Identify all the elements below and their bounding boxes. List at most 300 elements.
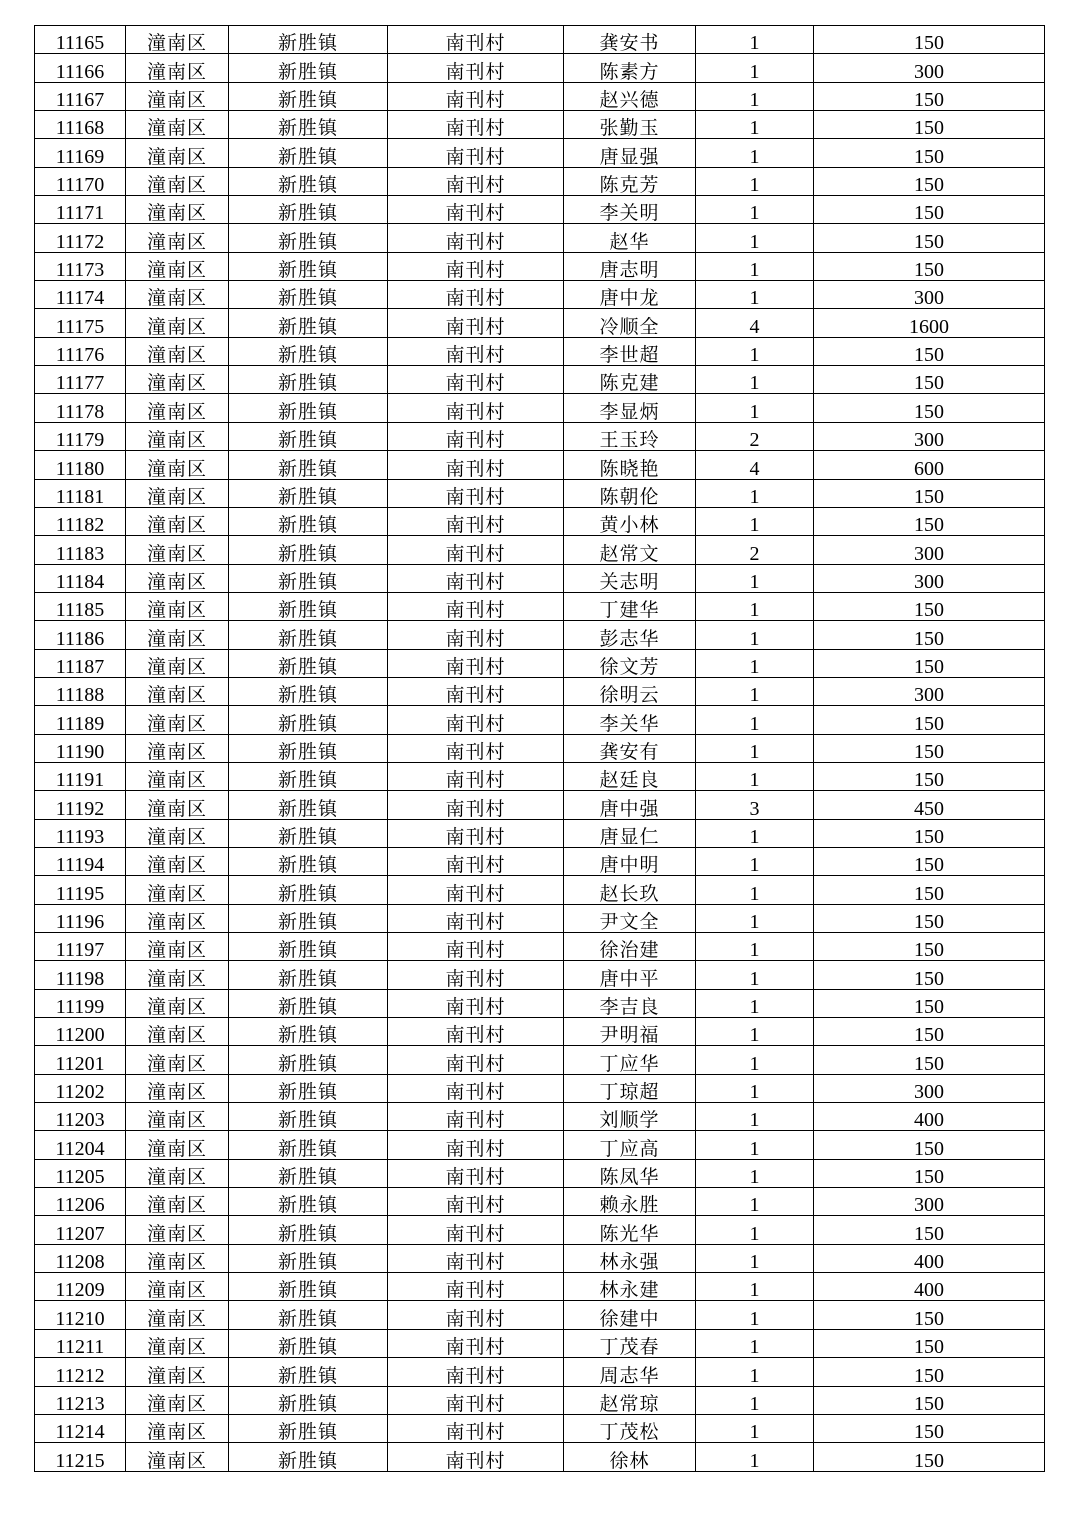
town-cell: 新胜镇 — [229, 1329, 388, 1357]
town-cell: 新胜镇 — [229, 196, 388, 224]
village-cell: 南刊村 — [388, 1159, 564, 1187]
amount-cell: 400 — [814, 1103, 1045, 1131]
amount-cell: 150 — [814, 479, 1045, 507]
town-cell: 新胜镇 — [229, 1358, 388, 1386]
district-cell: 潼南区 — [126, 337, 229, 365]
village-cell: 南刊村 — [388, 791, 564, 819]
amount-cell: 150 — [814, 26, 1045, 54]
town-cell: 新胜镇 — [229, 422, 388, 450]
village-cell: 南刊村 — [388, 337, 564, 365]
record-number-cell: 11175 — [35, 309, 126, 337]
count-cell: 1 — [696, 1159, 814, 1187]
amount-cell: 300 — [814, 54, 1045, 82]
town-cell: 新胜镇 — [229, 1386, 388, 1414]
amount-cell: 300 — [814, 677, 1045, 705]
person-name-cell: 刘顺学 — [564, 1103, 696, 1131]
count-cell: 1 — [696, 394, 814, 422]
person-name-cell: 唐显强 — [564, 139, 696, 167]
count-cell: 4 — [696, 451, 814, 479]
district-cell: 潼南区 — [126, 82, 229, 110]
amount-cell: 150 — [814, 167, 1045, 195]
district-cell: 潼南区 — [126, 621, 229, 649]
person-name-cell: 张勤玉 — [564, 111, 696, 139]
person-name-cell: 丁建华 — [564, 592, 696, 620]
amount-cell: 150 — [814, 1386, 1045, 1414]
amount-cell: 150 — [814, 592, 1045, 620]
table-row — [35, 337, 1045, 365]
record-number-cell: 11211 — [35, 1329, 126, 1357]
amount-cell: 150 — [814, 989, 1045, 1017]
village-cell: 南刊村 — [388, 819, 564, 847]
town-cell: 新胜镇 — [229, 762, 388, 790]
count-cell: 1 — [696, 54, 814, 82]
amount-cell: 150 — [814, 82, 1045, 110]
count-cell: 1 — [696, 762, 814, 790]
village-cell: 南刊村 — [388, 281, 564, 309]
count-cell: 2 — [696, 422, 814, 450]
record-number-cell: 11204 — [35, 1131, 126, 1159]
count-cell: 1 — [696, 337, 814, 365]
count-cell: 1 — [696, 649, 814, 677]
person-name-cell: 徐明云 — [564, 677, 696, 705]
count-cell: 1 — [696, 26, 814, 54]
record-number-cell: 11181 — [35, 479, 126, 507]
village-cell: 南刊村 — [388, 734, 564, 762]
village-cell: 南刊村 — [388, 167, 564, 195]
record-number-cell: 11168 — [35, 111, 126, 139]
village-cell: 南刊村 — [388, 111, 564, 139]
table-row — [35, 1414, 1045, 1442]
town-cell: 新胜镇 — [229, 26, 388, 54]
town-cell: 新胜镇 — [229, 904, 388, 932]
table-row — [35, 422, 1045, 450]
table-row — [35, 989, 1045, 1017]
town-cell: 新胜镇 — [229, 1074, 388, 1102]
amount-cell: 450 — [814, 791, 1045, 819]
amount-cell: 150 — [814, 961, 1045, 989]
count-cell: 1 — [696, 961, 814, 989]
amount-cell: 300 — [814, 536, 1045, 564]
count-cell: 1 — [696, 1329, 814, 1357]
district-cell: 潼南区 — [126, 961, 229, 989]
amount-cell: 150 — [814, 904, 1045, 932]
village-cell: 南刊村 — [388, 451, 564, 479]
record-number-cell: 11176 — [35, 337, 126, 365]
person-name-cell: 徐建中 — [564, 1301, 696, 1329]
record-number-cell: 11199 — [35, 989, 126, 1017]
amount-cell: 150 — [814, 706, 1045, 734]
record-number-cell: 11171 — [35, 196, 126, 224]
record-number-cell: 11194 — [35, 847, 126, 875]
table-row — [35, 1301, 1045, 1329]
town-cell: 新胜镇 — [229, 1273, 388, 1301]
count-cell: 1 — [696, 224, 814, 252]
count-cell: 1 — [696, 876, 814, 904]
village-cell: 南刊村 — [388, 366, 564, 394]
district-cell: 潼南区 — [126, 1386, 229, 1414]
table-row — [35, 366, 1045, 394]
amount-cell: 150 — [814, 1159, 1045, 1187]
district-cell: 潼南区 — [126, 1188, 229, 1216]
amount-cell: 150 — [814, 1046, 1045, 1074]
record-number-cell: 11184 — [35, 564, 126, 592]
table-row — [35, 1159, 1045, 1187]
village-cell: 南刊村 — [388, 1216, 564, 1244]
district-cell: 潼南区 — [126, 791, 229, 819]
amount-cell: 150 — [814, 507, 1045, 535]
count-cell: 1 — [696, 1273, 814, 1301]
person-name-cell: 丁茂春 — [564, 1329, 696, 1357]
table-row — [35, 1131, 1045, 1159]
amount-cell: 150 — [814, 621, 1045, 649]
town-cell: 新胜镇 — [229, 1046, 388, 1074]
roster-table — [34, 25, 1045, 1472]
district-cell: 潼南区 — [126, 1046, 229, 1074]
district-cell: 潼南区 — [126, 1329, 229, 1357]
person-name-cell: 陈克芳 — [564, 167, 696, 195]
district-cell: 潼南区 — [126, 394, 229, 422]
table-row — [35, 536, 1045, 564]
district-cell: 潼南区 — [126, 54, 229, 82]
person-name-cell: 李关明 — [564, 196, 696, 224]
count-cell: 1 — [696, 677, 814, 705]
town-cell: 新胜镇 — [229, 706, 388, 734]
amount-cell: 300 — [814, 564, 1045, 592]
person-name-cell: 赵兴德 — [564, 82, 696, 110]
record-number-cell: 11177 — [35, 366, 126, 394]
person-name-cell: 李吉良 — [564, 989, 696, 1017]
record-number-cell: 11183 — [35, 536, 126, 564]
village-cell: 南刊村 — [388, 621, 564, 649]
count-cell: 1 — [696, 1301, 814, 1329]
town-cell: 新胜镇 — [229, 649, 388, 677]
district-cell: 潼南区 — [126, 1244, 229, 1272]
count-cell: 1 — [696, 819, 814, 847]
person-name-cell: 龚安书 — [564, 26, 696, 54]
district-cell: 潼南区 — [126, 564, 229, 592]
record-number-cell: 11195 — [35, 876, 126, 904]
table-row — [35, 1273, 1045, 1301]
record-number-cell: 11190 — [35, 734, 126, 762]
record-number-cell: 11200 — [35, 1018, 126, 1046]
district-cell: 潼南区 — [126, 649, 229, 677]
village-cell: 南刊村 — [388, 1103, 564, 1131]
town-cell: 新胜镇 — [229, 933, 388, 961]
district-cell: 潼南区 — [126, 366, 229, 394]
table-row — [35, 592, 1045, 620]
amount-cell: 150 — [814, 847, 1045, 875]
village-cell: 南刊村 — [388, 54, 564, 82]
town-cell: 新胜镇 — [229, 989, 388, 1017]
table-row — [35, 1386, 1045, 1414]
village-cell: 南刊村 — [388, 933, 564, 961]
amount-cell: 150 — [814, 337, 1045, 365]
amount-cell: 150 — [814, 139, 1045, 167]
table-row — [35, 507, 1045, 535]
town-cell: 新胜镇 — [229, 847, 388, 875]
record-number-cell: 11170 — [35, 167, 126, 195]
person-name-cell: 陈素方 — [564, 54, 696, 82]
town-cell: 新胜镇 — [229, 451, 388, 479]
person-name-cell: 赖永胜 — [564, 1188, 696, 1216]
district-cell: 潼南区 — [126, 1131, 229, 1159]
village-cell: 南刊村 — [388, 592, 564, 620]
town-cell: 新胜镇 — [229, 677, 388, 705]
record-number-cell: 11206 — [35, 1188, 126, 1216]
roster-table-body — [35, 26, 1045, 1472]
district-cell: 潼南区 — [126, 706, 229, 734]
town-cell: 新胜镇 — [229, 337, 388, 365]
person-name-cell: 陈晓艳 — [564, 451, 696, 479]
amount-cell: 300 — [814, 1188, 1045, 1216]
amount-cell: 150 — [814, 196, 1045, 224]
village-cell: 南刊村 — [388, 224, 564, 252]
district-cell: 潼南区 — [126, 26, 229, 54]
person-name-cell: 冷顺全 — [564, 309, 696, 337]
village-cell: 南刊村 — [388, 1244, 564, 1272]
village-cell: 南刊村 — [388, 26, 564, 54]
count-cell: 1 — [696, 734, 814, 762]
village-cell: 南刊村 — [388, 139, 564, 167]
person-name-cell: 丁茂松 — [564, 1414, 696, 1442]
amount-cell: 150 — [814, 366, 1045, 394]
town-cell: 新胜镇 — [229, 1244, 388, 1272]
person-name-cell: 黄小林 — [564, 507, 696, 535]
person-name-cell: 唐中龙 — [564, 281, 696, 309]
person-name-cell: 关志明 — [564, 564, 696, 592]
amount-cell: 150 — [814, 819, 1045, 847]
town-cell: 新胜镇 — [229, 1216, 388, 1244]
table-row — [35, 1103, 1045, 1131]
amount-cell: 400 — [814, 1273, 1045, 1301]
table-row — [35, 82, 1045, 110]
village-cell: 南刊村 — [388, 1301, 564, 1329]
town-cell: 新胜镇 — [229, 1414, 388, 1442]
district-cell: 潼南区 — [126, 592, 229, 620]
amount-cell: 150 — [814, 876, 1045, 904]
town-cell: 新胜镇 — [229, 167, 388, 195]
person-name-cell: 赵常文 — [564, 536, 696, 564]
amount-cell: 150 — [814, 762, 1045, 790]
count-cell: 1 — [696, 366, 814, 394]
amount-cell: 150 — [814, 1358, 1045, 1386]
record-number-cell: 11172 — [35, 224, 126, 252]
person-name-cell: 陈克建 — [564, 366, 696, 394]
amount-cell: 150 — [814, 649, 1045, 677]
district-cell: 潼南区 — [126, 876, 229, 904]
town-cell: 新胜镇 — [229, 1301, 388, 1329]
table-row — [35, 933, 1045, 961]
table-row — [35, 791, 1045, 819]
record-number-cell: 11207 — [35, 1216, 126, 1244]
table-row — [35, 762, 1045, 790]
amount-cell: 400 — [814, 1244, 1045, 1272]
record-number-cell: 11203 — [35, 1103, 126, 1131]
town-cell: 新胜镇 — [229, 819, 388, 847]
count-cell: 1 — [696, 281, 814, 309]
amount-cell: 150 — [814, 1018, 1045, 1046]
count-cell: 1 — [696, 1188, 814, 1216]
district-cell: 潼南区 — [126, 904, 229, 932]
table-row — [35, 677, 1045, 705]
table-row — [35, 649, 1045, 677]
record-number-cell: 11205 — [35, 1159, 126, 1187]
village-cell: 南刊村 — [388, 1414, 564, 1442]
record-number-cell: 11187 — [35, 649, 126, 677]
table-row — [35, 1244, 1045, 1272]
village-cell: 南刊村 — [388, 1046, 564, 1074]
district-cell: 潼南区 — [126, 281, 229, 309]
record-number-cell: 11214 — [35, 1414, 126, 1442]
person-name-cell: 陈光华 — [564, 1216, 696, 1244]
town-cell: 新胜镇 — [229, 1188, 388, 1216]
town-cell: 新胜镇 — [229, 621, 388, 649]
district-cell: 潼南区 — [126, 1358, 229, 1386]
count-cell: 1 — [696, 621, 814, 649]
person-name-cell: 赵常琼 — [564, 1386, 696, 1414]
record-number-cell: 11209 — [35, 1273, 126, 1301]
table-row — [35, 111, 1045, 139]
table-row — [35, 876, 1045, 904]
person-name-cell: 李显炳 — [564, 394, 696, 422]
town-cell: 新胜镇 — [229, 734, 388, 762]
record-number-cell: 11182 — [35, 507, 126, 535]
record-number-cell: 11198 — [35, 961, 126, 989]
record-number-cell: 11196 — [35, 904, 126, 932]
person-name-cell: 彭志华 — [564, 621, 696, 649]
village-cell: 南刊村 — [388, 762, 564, 790]
record-number-cell: 11173 — [35, 252, 126, 280]
village-cell: 南刊村 — [388, 394, 564, 422]
district-cell: 潼南区 — [126, 167, 229, 195]
count-cell: 1 — [696, 1244, 814, 1272]
amount-cell: 150 — [814, 111, 1045, 139]
record-number-cell: 11213 — [35, 1386, 126, 1414]
village-cell: 南刊村 — [388, 904, 564, 932]
village-cell: 南刊村 — [388, 82, 564, 110]
table-row — [35, 904, 1045, 932]
district-cell: 潼南区 — [126, 677, 229, 705]
district-cell: 潼南区 — [126, 989, 229, 1017]
amount-cell: 300 — [814, 1074, 1045, 1102]
count-cell: 1 — [696, 139, 814, 167]
record-number-cell: 11193 — [35, 819, 126, 847]
village-cell: 南刊村 — [388, 536, 564, 564]
record-number-cell: 11197 — [35, 933, 126, 961]
record-number-cell: 11189 — [35, 706, 126, 734]
table-row — [35, 847, 1045, 875]
record-number-cell: 11208 — [35, 1244, 126, 1272]
count-cell: 1 — [696, 1443, 814, 1471]
town-cell: 新胜镇 — [229, 876, 388, 904]
table-row — [35, 819, 1045, 847]
town-cell: 新胜镇 — [229, 366, 388, 394]
record-number-cell: 11210 — [35, 1301, 126, 1329]
table-row — [35, 734, 1045, 762]
count-cell: 1 — [696, 196, 814, 224]
village-cell: 南刊村 — [388, 876, 564, 904]
district-cell: 潼南区 — [126, 536, 229, 564]
town-cell: 新胜镇 — [229, 82, 388, 110]
village-cell: 南刊村 — [388, 1329, 564, 1357]
record-number-cell: 11169 — [35, 139, 126, 167]
record-number-cell: 11166 — [35, 54, 126, 82]
count-cell: 1 — [696, 82, 814, 110]
district-cell: 潼南区 — [126, 111, 229, 139]
table-row — [35, 1018, 1045, 1046]
amount-cell: 150 — [814, 394, 1045, 422]
record-number-cell: 11201 — [35, 1046, 126, 1074]
district-cell: 潼南区 — [126, 1103, 229, 1131]
person-name-cell: 林永建 — [564, 1273, 696, 1301]
count-cell: 1 — [696, 1414, 814, 1442]
person-name-cell: 周志华 — [564, 1358, 696, 1386]
count-cell: 1 — [696, 167, 814, 195]
person-name-cell: 龚安有 — [564, 734, 696, 762]
town-cell: 新胜镇 — [229, 111, 388, 139]
village-cell: 南刊村 — [388, 677, 564, 705]
table-row — [35, 451, 1045, 479]
person-name-cell: 陈凤华 — [564, 1159, 696, 1187]
table-row — [35, 309, 1045, 337]
count-cell: 1 — [696, 564, 814, 592]
district-cell: 潼南区 — [126, 933, 229, 961]
amount-cell: 300 — [814, 281, 1045, 309]
count-cell: 1 — [696, 1386, 814, 1414]
amount-cell: 150 — [814, 1131, 1045, 1159]
amount-cell: 150 — [814, 1443, 1045, 1471]
village-cell: 南刊村 — [388, 706, 564, 734]
village-cell: 南刊村 — [388, 196, 564, 224]
person-name-cell: 尹明福 — [564, 1018, 696, 1046]
village-cell: 南刊村 — [388, 1273, 564, 1301]
village-cell: 南刊村 — [388, 422, 564, 450]
table-row — [35, 1046, 1045, 1074]
amount-cell: 150 — [814, 1216, 1045, 1244]
district-cell: 潼南区 — [126, 252, 229, 280]
table-row — [35, 139, 1045, 167]
person-name-cell: 赵长玖 — [564, 876, 696, 904]
table-row — [35, 961, 1045, 989]
person-name-cell: 唐志明 — [564, 252, 696, 280]
district-cell: 潼南区 — [126, 847, 229, 875]
village-cell: 南刊村 — [388, 564, 564, 592]
person-name-cell: 丁应高 — [564, 1131, 696, 1159]
town-cell: 新胜镇 — [229, 1443, 388, 1471]
village-cell: 南刊村 — [388, 252, 564, 280]
district-cell: 潼南区 — [126, 309, 229, 337]
count-cell: 1 — [696, 1216, 814, 1244]
table-row — [35, 1443, 1045, 1471]
district-cell: 潼南区 — [126, 819, 229, 847]
person-name-cell: 李关华 — [564, 706, 696, 734]
amount-cell: 150 — [814, 734, 1045, 762]
person-name-cell: 徐治建 — [564, 933, 696, 961]
district-cell: 潼南区 — [126, 451, 229, 479]
district-cell: 潼南区 — [126, 1159, 229, 1187]
count-cell: 1 — [696, 989, 814, 1017]
count-cell: 3 — [696, 791, 814, 819]
town-cell: 新胜镇 — [229, 1018, 388, 1046]
village-cell: 南刊村 — [388, 1358, 564, 1386]
count-cell: 4 — [696, 309, 814, 337]
district-cell: 潼南区 — [126, 196, 229, 224]
town-cell: 新胜镇 — [229, 281, 388, 309]
town-cell: 新胜镇 — [229, 1103, 388, 1131]
village-cell: 南刊村 — [388, 507, 564, 535]
count-cell: 1 — [696, 111, 814, 139]
town-cell: 新胜镇 — [229, 479, 388, 507]
